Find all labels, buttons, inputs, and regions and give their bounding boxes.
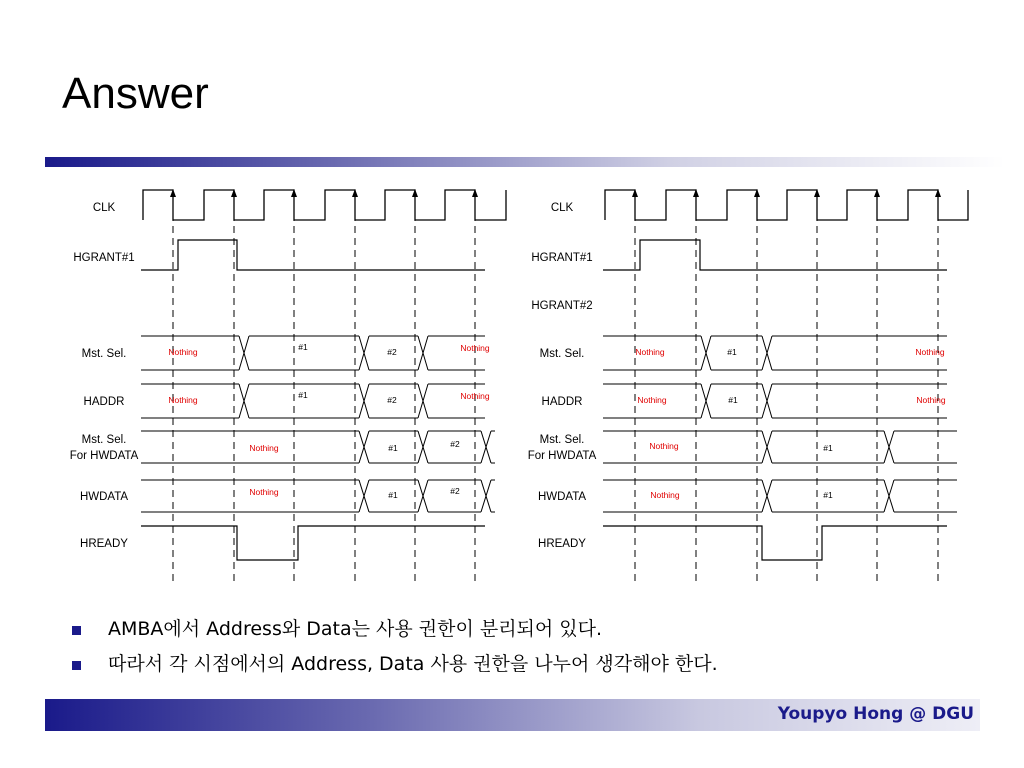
hready-waveform xyxy=(603,526,947,560)
signal-label: Mst. Sel. xyxy=(539,348,585,360)
bus-value-label: Nothing xyxy=(249,487,279,497)
bus-value-label: #2 xyxy=(450,486,460,496)
bus-value-label: #1 xyxy=(298,342,308,352)
bus-value-label: #2 xyxy=(387,395,397,405)
bus-value-label: Nothing xyxy=(168,347,198,357)
signal-label: HREADY xyxy=(538,538,586,550)
clk-waveform xyxy=(605,190,968,220)
bus-value-label: Nothing xyxy=(650,490,680,500)
bus-value-label: #1 xyxy=(388,490,398,500)
bus-value-label: Nothing xyxy=(249,443,279,453)
hready-waveform xyxy=(141,526,485,560)
hgrant1-waveform xyxy=(141,240,485,270)
title-rule xyxy=(45,157,1005,167)
signal-label: For HWDATA xyxy=(69,450,139,462)
signal-label: Mst. Sel. xyxy=(81,434,127,446)
clk-waveform xyxy=(143,190,506,220)
signal-label: HADDR xyxy=(541,396,583,408)
signal-label: CLK xyxy=(550,202,574,214)
footer-credit: Youpyo Hong @ DGU xyxy=(777,704,974,724)
signal-label: HWDATA xyxy=(537,491,587,503)
signal-label: Mst. Sel. xyxy=(539,434,585,446)
bus-value-label: #1 xyxy=(823,490,833,500)
bullet-text: AMBA에서 Address와 Data는 사용 권한이 분리되어 있다. xyxy=(108,618,603,640)
timing-diagrams xyxy=(0,170,1024,590)
signal-label: HADDR xyxy=(83,396,125,408)
timing-diagram-right xyxy=(528,189,968,582)
slide-title: Answer xyxy=(62,69,209,118)
bullet-list xyxy=(72,612,718,682)
bus-value-label: Nothing xyxy=(460,391,490,401)
bullet-item xyxy=(72,647,718,682)
bus-value-label: Nothing xyxy=(916,395,946,405)
bus-value-label: Nothing xyxy=(168,395,198,405)
bus-value-label: #1 xyxy=(727,347,737,357)
signal-label: HWDATA xyxy=(79,491,129,503)
bullet-text: 따라서 각 시점에서의 Address, Data 사용 권한을 나누어 생각해야 한다. xyxy=(108,653,718,675)
bus-value-label: #1 xyxy=(298,390,308,400)
bus-value-label: Nothing xyxy=(635,347,665,357)
bullet-square-icon xyxy=(72,626,81,635)
signal-label: CLK xyxy=(92,202,116,214)
bus-value-label: Nothing xyxy=(637,395,667,405)
signal-label: HGRANT#1 xyxy=(73,252,135,264)
bus-value-label: #2 xyxy=(387,347,397,357)
bullet-square-icon xyxy=(72,661,81,670)
hgrant1-waveform xyxy=(603,240,947,270)
signal-label: For HWDATA xyxy=(527,450,597,462)
signal-label: Mst. Sel. xyxy=(81,348,127,360)
bus-value-label: Nothing xyxy=(915,347,945,357)
bus-value-label: Nothing xyxy=(460,343,490,353)
bus-value-label: #2 xyxy=(450,439,460,449)
bullet-item xyxy=(72,612,718,647)
signal-label: HGRANT#1 xyxy=(531,252,593,264)
bus-value-label: #1 xyxy=(823,443,833,453)
bus-value-label: Nothing xyxy=(649,441,679,451)
timing-diagram-left xyxy=(70,189,506,582)
bus-value-label: #1 xyxy=(728,395,738,405)
signal-label: HREADY xyxy=(80,538,128,550)
signal-label: HGRANT#2 xyxy=(531,300,593,312)
bus-value-label: #1 xyxy=(388,443,398,453)
